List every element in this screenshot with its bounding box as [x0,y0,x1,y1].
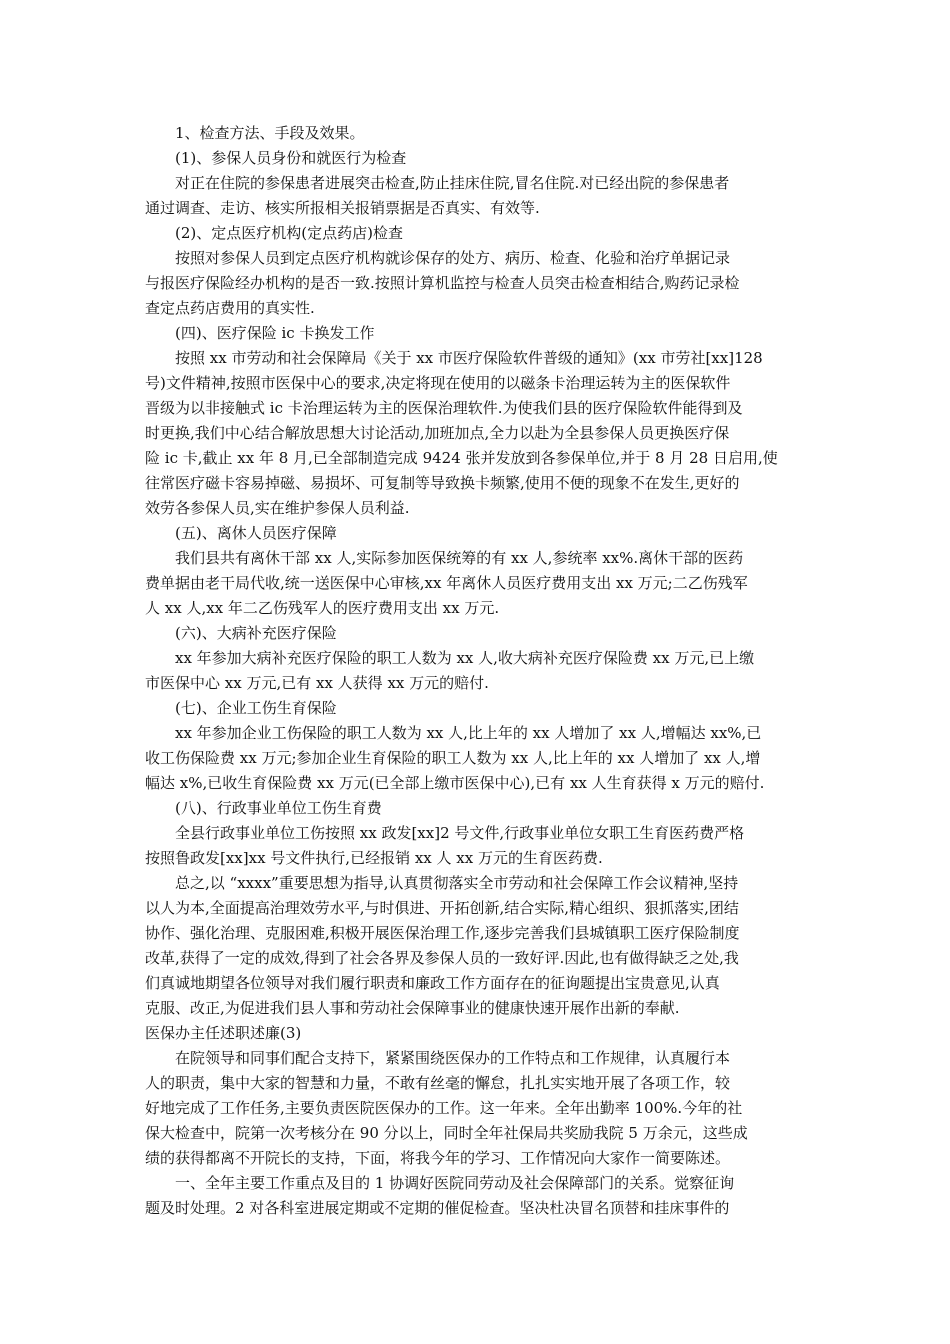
document-line: 保大检查中，院第一次考核分在 90 分以上，同时全年社保局共奖励我院 5 万余元，这些成 [145,1124,748,1142]
document-line: xx 年参加企业工伤保险的职工人数为 xx 人,比上年的 xx 人增加了 xx 人,增幅达 xx%,已 [175,724,762,742]
document-line: 总之,以 “xxxx”重要思想为指导,认真贯彻落实全市劳动和社会保障工作会议精神,坚持 [175,874,739,892]
document-line: 医保办主任述职述廉(3) [145,1024,302,1042]
document-line: 按照 xx 市劳动和社会保障局《关于 xx 市医疗保险软件普级的通知》(xx 市劳社[xx]128 [175,349,763,367]
document-line: 我们县共有离休干部 xx 人,实际参加医保统筹的有 xx 人,参统率 xx%.离休干部的医药 [175,549,744,567]
document-line: 险 ic 卡,截止 xx 年 8 月,已全部制造完成 9424 张并发放到各参保单位,并于 8 月 28 日启用,使 [145,449,778,467]
document-line: 协作、强化治理、克服困难,积极开展医保治理工作,逐步完善我们县城镇职工医疗保险制度 [145,924,740,942]
document-line: 人的职责，集中大家的智慧和力量，不敢有丝毫的懈怠，扎扎实实地开展了各项工作，较 [145,1074,731,1092]
document-line: 往常医疗磁卡容易掉磁、易损坏、可复制等导致换卡频繁,使用不便的现象不在发生,更好的 [145,474,740,492]
document-line: 人 xx 人,xx 年二乙伤残军人的医疗费用支出 xx 万元. [145,599,500,617]
document-line: 1、检查方法、手段及效果。 [175,124,365,142]
document-line: 市医保中心 xx 万元,已有 xx 人获得 xx 万元的赔付. [145,674,489,692]
document-line: 晋级为以非接触式 ic 卡治理运转为主的医保治理软件.为使我们县的医疗保险软件能得到及 [145,399,743,417]
document-line: (2)、定点医疗机构(定点药店)检查 [175,224,403,242]
document-line: 改革,获得了一定的成效,得到了社会各界及参保人员的一致好评.因此,也有做得缺乏之处,我 [145,949,739,967]
document-line: 对正在住院的参保患者进展突击检查,防止挂床住院,冒名住院.对已经出院的参保患者 [175,174,730,192]
document-line: 费单据由老干局代收,统一送医保中心审核,xx 年离休人员医疗费用支出 xx 万元;二乙伤残军 [145,574,748,592]
document-line: (1)、参保人员身份和就医行为检查 [175,149,407,167]
document-line: 一、全年主要工作重点及目的 1 协调好医院同劳动及社会保障部门的关系。觉察征询 [175,1174,735,1192]
document-line: 按照鲁政发[xx]xx 号文件执行,已经报销 xx 人 xx 万元的生育医药费. [145,849,603,867]
document-line: 效劳各参保人员,实在维护参保人员利益. [145,499,410,517]
document-line: 幅达 x%,已收生育保险费 xx 万元(已全部上缴市医保中心),已有 xx 人生育获得 x 万元的赔付. [145,774,765,792]
document-line: 通过调查、走访、核实所报相关报销票据是否真实、有效等. [145,199,540,217]
document-line: 绩的获得都离不开院长的支持，下面，将我今年的学习、工作情况向大家作一简要陈述。 [145,1149,731,1167]
document-line: 号)文件精神,按照市医保中心的要求,决定将现在使用的以磁条卡治理运转为主的医保软件 [145,374,731,392]
document-body [145,121,810,1221]
document-line: 好地完成了工作任务,主要负责医院医保办的工作。这一年来。全年出勤率 100%.今年的社 [145,1099,743,1117]
document-line: 收工伤保险费 xx 万元;参加企业生育保险的职工人数为 xx 人,比上年的 xx 人增加了 xx 人,增 [145,749,761,767]
document-line: (八)、行政事业单位工伤生育费 [175,799,382,817]
document-line: 以人为本,全面提高治理效劳水平,与时俱进、开拓创新,结合实际,精心组织、狠抓落实,团结 [145,899,739,917]
document-line: 全县行政事业单位工伤按照 xx 政发[xx]2 号文件,行政事业单位女职工生育医药费严格 [175,824,745,842]
document-line: 在院领导和同事们配合支持下，紧紧围绕医保办的工作特点和工作规律，认真履行本 [175,1049,731,1067]
document-line: 克服、改正,为促进我们县人事和劳动社会保障事业的健康快速开展作出新的奉献. [145,999,680,1017]
document-line: 题及时处理。2 对各科室进展定期或不定期的催促检查。坚决杜决冒名顶替和挂床事件的 [145,1199,730,1217]
document-line: 们真诚地期望各位领导对我们履行职责和廉政工作方面存在的征询题提出宝贵意见,认真 [145,974,720,992]
document-line: (六)、大病补充医疗保险 [175,624,337,642]
document-line: 查定点药店费用的真实性. [145,299,315,317]
document-line: 与报医疗保险经办机构的是否一致.按照计算机监控与检查人员突击检查相结合,购药记录检 [145,274,740,292]
document-line: 时更换,我们中心结合解放思想大讨论活动,加班加点,全力以赴为全县参保人员更换医疗保 [145,424,730,442]
document-line: xx 年参加大病补充医疗保险的职工人数为 xx 人,收大病补充医疗保险费 xx 万元,已上缴 [175,649,755,667]
document-line: (四)、医疗保险 ic 卡换发工作 [175,324,375,342]
document-line: 按照对参保人员到定点医疗机构就诊保存的处方、病历、检查、化验和治疗单据记录 [175,249,731,267]
document-line: (五)、离休人员医疗保障 [175,524,337,542]
document-line: (七)、企业工伤生育保险 [175,699,337,717]
